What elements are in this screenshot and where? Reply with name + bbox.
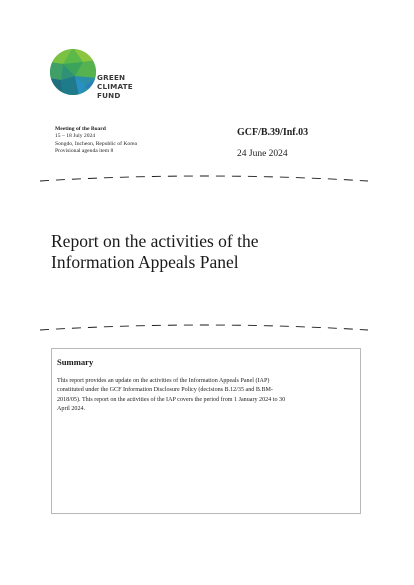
document-title-line-1: Report on the activities of the — [51, 231, 259, 251]
logo-line-climate: CLIMATE — [97, 82, 133, 92]
document-title — [51, 231, 371, 273]
document-title-line-2: Information Appeals Panel — [51, 252, 239, 272]
summary-line: April 2024. — [57, 406, 86, 413]
document-date: 24 June 2024 — [237, 149, 288, 159]
summary-line: This report provides an update on the activities of the Information Appeals Panel (IAP) — [57, 378, 270, 384]
meeting-info — [55, 126, 137, 156]
decorative-divider-bottom — [38, 319, 370, 333]
meeting-agenda-item: Provisional agenda item 8 — [55, 148, 114, 155]
summary-line: 2018/05). This report on the activities of the IAP covers the period from 1 January 2024 to 30 — [57, 396, 286, 403]
decorative-divider-top — [38, 170, 370, 184]
meeting-dates: 15 – 18 July 2024 — [55, 133, 96, 140]
summary-box — [51, 348, 361, 514]
logo-line-green: GREEN — [97, 73, 126, 82]
meeting-location: Songdo, Incheon, Republic of Korea — [55, 140, 138, 147]
document-number: GCF/B.39/Inf.03 — [237, 127, 309, 138]
logo-wordmark — [97, 73, 133, 101]
summary-body — [57, 377, 353, 415]
meeting-title: Meeting of the Board — [55, 126, 106, 132]
logo-line-fund: FUND — [97, 91, 121, 101]
summary-line: constituted under the GCF Information Disclosure Policy (decisions B.12/35 and B.BM- — [57, 387, 273, 394]
green-climate-fund-globe-icon — [49, 48, 97, 96]
summary-heading: Summary — [57, 357, 94, 367]
gcf-logo — [49, 48, 159, 108]
